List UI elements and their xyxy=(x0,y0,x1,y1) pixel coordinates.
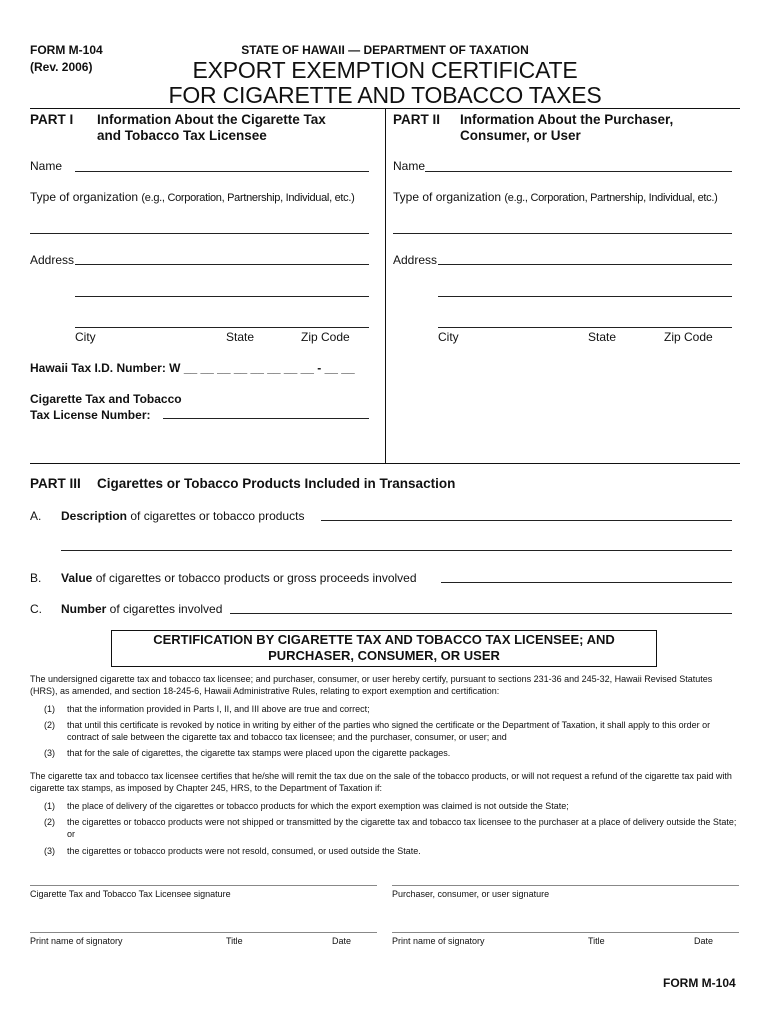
part2-address-label: Address xyxy=(393,253,438,267)
agency-name: STATE OF HAWAII — DEPARTMENT OF TAXATION xyxy=(241,43,529,57)
part3-value-field[interactable] xyxy=(441,582,732,583)
part3-label: PART III xyxy=(30,476,81,491)
part2-name-label: Name xyxy=(393,159,426,173)
part3-a-label: Description of cigarettes or tobacco products xyxy=(61,509,305,523)
purchaser-date-label: Date xyxy=(694,936,714,946)
part1-org-field[interactable] xyxy=(30,233,369,234)
part2-name-field[interactable] xyxy=(425,171,732,172)
footer-form-id: FORM M-104 xyxy=(663,976,736,990)
part1-tax-id-mask: W __ __ __ __ __ __ __ __ - __ __ xyxy=(169,361,355,375)
licensee-print-name-label: Print name of signatory xyxy=(30,936,123,946)
part1-city-label: City xyxy=(75,330,96,344)
part1-license-label-line2: Tax License Number: xyxy=(30,408,151,422)
purchaser-title-label: Title xyxy=(588,936,605,946)
form-title-line1: EXPORT EXEMPTION CERTIFICATE xyxy=(192,57,578,83)
form-revision: (Rev. 2006) xyxy=(30,60,93,74)
list-item: (1) the place of delivery of the cigarettes or tobacco products for which the export exemption was claimed is not outside the State; xyxy=(44,801,569,811)
part2-heading-line1: Information About the Purchaser, xyxy=(460,112,674,127)
part3-description-field[interactable] xyxy=(321,520,732,521)
part3-c-letter: C. xyxy=(30,602,42,616)
part1-name-field[interactable] xyxy=(75,171,369,172)
certification-list-2 xyxy=(30,800,742,857)
certification-title-line1: CERTIFICATION BY CIGARETTE TAX AND TOBACCO TAX LICENSEE; AND xyxy=(153,632,615,647)
licensee-signature-label: Cigarette Tax and Tobacco Tax Licensee signature xyxy=(30,889,231,899)
licensee-date-label: Date xyxy=(332,936,352,946)
part1-state-label: State xyxy=(226,330,255,344)
part2-address-field[interactable] xyxy=(438,264,732,265)
certification-list-1 xyxy=(30,703,742,759)
part2-city-state-zip-field[interactable] xyxy=(438,327,732,328)
part3-top-rule xyxy=(30,463,740,464)
part2-heading-line2: Consumer, or User xyxy=(460,128,581,143)
certification-paragraph-2: The cigarette tax and tobacco tax licensee certifies that he/she will remit the tax due on the sale of the tobacco products, or will not request a refund of the cigarette tax paid with cigarette tax stamps, as imposed by Chapter 245, HRS, to the Department of Taxation if: xyxy=(30,771,732,793)
list-item: (3) the cigarettes or tobacco products were not resold, consumed, or used outside the State. xyxy=(44,846,421,856)
part1-org-label: Type of organization (e.g., Corporation, Partnership, Individual, etc.) xyxy=(30,190,355,204)
part3-a-letter: A. xyxy=(30,509,42,523)
part2-org-hint: (e.g., Corporation, Partnership, Individual, etc.) xyxy=(504,192,718,204)
part1-address-field-2[interactable] xyxy=(75,296,369,297)
part1-name-label: Name xyxy=(30,159,63,173)
list-item: (1) that the information provided in Parts I, II, and III above are true and correct; xyxy=(44,704,370,714)
part1-org-hint: (e.g., Corporation, Partnership, Individual, etc.) xyxy=(141,192,355,204)
list-item: (2) that until this certificate is revoked by notice in writing by either of the parties who signed the certificate or the Department of Taxation, it shall apply to this order or contract of sale between the cigarette tax and tobacco tax licensee; and the purchaser, consumer, or user; and xyxy=(44,720,711,742)
part2-address-field-2[interactable] xyxy=(438,296,732,297)
part2-zip-label: Zip Code xyxy=(664,330,713,344)
purchaser-signature-label: Purchaser, consumer, or user signature xyxy=(392,889,550,899)
form-title-line2: FOR CIGARETTE AND TOBACCO TAXES xyxy=(168,82,602,108)
licensee-title-label: Title xyxy=(226,936,243,946)
certification-box xyxy=(111,630,657,667)
part2-state-label: State xyxy=(588,330,617,344)
part2-city-label: City xyxy=(438,330,459,344)
list-item: (3) that for the sale of cigarettes, the cigarette tax stamps were placed upon the cigarette packages. xyxy=(44,748,451,758)
list-item: (2) the cigarettes or tobacco products were not shipped or transmitted by the cigarette tax and tobacco tax licensee to the purchaser at a place of delivery outside the State; or xyxy=(44,817,737,839)
part1-license-field[interactable] xyxy=(163,418,369,419)
part1-city-state-zip-field[interactable] xyxy=(75,327,369,328)
purchaser-print-name-label: Print name of signatory xyxy=(392,936,485,946)
part2-label: PART II xyxy=(393,112,440,127)
part1-address-label: Address xyxy=(30,253,75,267)
certification-title-line2: PURCHASER, CONSUMER, OR USER xyxy=(268,648,500,663)
part3-b-label: Value of cigarettes or tobacco products or gross proceeds involved xyxy=(61,571,417,585)
part2-org-label: Type of organization (e.g., Corporation, Partnership, Individual, etc.) xyxy=(393,190,718,204)
purchaser-print-name-field[interactable] xyxy=(392,932,739,933)
part1-heading-line1: Information About the Cigarette Tax xyxy=(97,112,326,127)
part1-tax-id[interactable] xyxy=(30,361,355,375)
part1-heading-line2: and Tobacco Tax Licensee xyxy=(97,128,267,143)
part1-label: PART I xyxy=(30,112,74,127)
purchaser-signature-field[interactable] xyxy=(392,885,739,886)
part1-tax-id-label: Hawaii Tax I.D. Number: xyxy=(30,361,166,375)
certification-intro: The undersigned cigarette tax and tobacco tax licensee; and purchaser, consumer, or user hereby certify, pursuant to sections 231-36 and 245-32, Hawaii Revised Statutes (HRS), as amended, and section 18-245-6, Hawaii Administrative Rules, relating to export exemption and certification: xyxy=(30,674,713,696)
part1-zip-label: Zip Code xyxy=(301,330,350,344)
part3-description-field-2[interactable] xyxy=(61,550,732,551)
part3-c-label: Number of cigarettes involved xyxy=(61,602,223,616)
part3-b-letter: B. xyxy=(30,571,42,585)
licensee-print-name-field[interactable] xyxy=(30,932,377,933)
part3-number-field[interactable] xyxy=(230,613,732,614)
part3-heading: Cigarettes or Tobacco Products Included in Transaction xyxy=(97,476,456,491)
part1-address-field[interactable] xyxy=(75,264,369,265)
part2-org-field[interactable] xyxy=(393,233,732,234)
licensee-signature-field[interactable] xyxy=(30,885,377,886)
form-id: FORM M-104 xyxy=(30,43,103,57)
part1-license-label-line1: Cigarette Tax and Tobacco xyxy=(30,392,182,406)
part-divider xyxy=(385,109,386,464)
